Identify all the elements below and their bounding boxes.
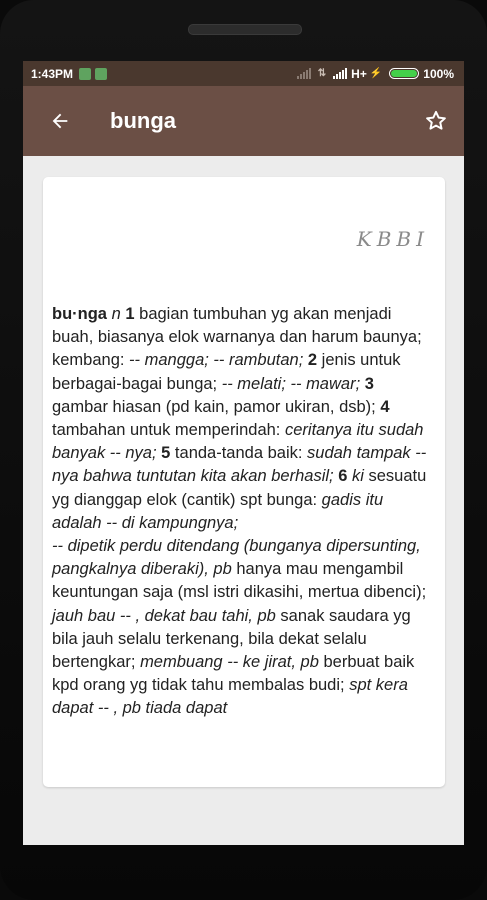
headword: bu·nga bbox=[52, 305, 107, 323]
sense-number: 6 bbox=[338, 467, 348, 486]
network-type-label: H+ bbox=[351, 66, 367, 81]
arrow-left-icon bbox=[49, 110, 71, 132]
definition-segment: tanda-tanda baik: bbox=[170, 444, 308, 463]
notification-icon bbox=[79, 68, 91, 80]
app-bar bbox=[23, 86, 464, 156]
earpiece-speaker bbox=[188, 24, 302, 35]
back-button[interactable] bbox=[40, 101, 80, 141]
sense-number: 2 bbox=[307, 351, 318, 370]
definition-segment: hanya mau mengambil keuntungan saja (msl istri dikasihi, mertua dibenci); bbox=[52, 560, 427, 602]
status-bar bbox=[23, 61, 464, 86]
screen bbox=[23, 61, 464, 845]
definition-segment: tambahan untuk memperindah: bbox=[52, 421, 285, 440]
definition-segment: sanak saudara yg bila jauh selalu terkenang, bila dekat selalu bertengkar; bbox=[52, 606, 411, 672]
battery-percent: 100% bbox=[423, 66, 454, 81]
example-phrase: membuang -- ke jirat, pb bbox=[140, 653, 319, 672]
battery-icon bbox=[389, 68, 419, 79]
sense-number: 5 bbox=[161, 444, 171, 463]
page-title: bunga bbox=[110, 108, 176, 133]
definition-card bbox=[43, 177, 445, 787]
definition-segment: jenis untuk berbagai-bagai bunga; bbox=[52, 351, 401, 393]
charging-icon: ⚡ bbox=[369, 68, 383, 79]
definition-segment: berbuat baik kpd orang yg tidak tahu membalas budi; bbox=[52, 653, 415, 695]
favorite-button[interactable] bbox=[416, 101, 456, 141]
sense-number: 1 bbox=[125, 305, 135, 323]
signal-icon bbox=[333, 68, 347, 79]
definition-text bbox=[52, 303, 432, 721]
example-phrase: sudah tampak -- nya bahwa tuntutan kita akan berhasil; bbox=[52, 444, 427, 486]
sense-number: 4 bbox=[380, 397, 390, 416]
example-phrase: gadis itu adalah -- di kampungnya; bbox=[52, 490, 384, 532]
example-phrase: ceritanya itu sudah banyak -- nya; bbox=[52, 421, 424, 463]
definition-segment: bagian tumbuhan yg akan menjadi buah, biasanya elok warnanya dan harum baunya; kembang: bbox=[52, 305, 422, 370]
example-phrase: -- mangga; -- rambutan; bbox=[129, 351, 304, 370]
definition-segment: sesuatu yg dianggap elok (cantik) spt bunga: bbox=[52, 467, 427, 509]
example-phrase: ki bbox=[351, 467, 364, 486]
part-of-speech: n bbox=[111, 305, 121, 323]
star-outline-icon bbox=[423, 108, 449, 134]
example-phrase: -- dipetik perdu ditendang (bunganya dipersunting, pangkalnya diberaki), pb bbox=[52, 537, 421, 579]
sense-number: 3 bbox=[364, 374, 374, 393]
status-time: 1:43PM bbox=[31, 66, 74, 81]
definition-body bbox=[52, 305, 426, 717]
example-phrase: jauh bau -- , dekat bau tahi, pb bbox=[52, 606, 276, 625]
notification-icon bbox=[95, 68, 107, 80]
signal-icon bbox=[297, 68, 311, 79]
example-phrase: -- melati; -- mawar; bbox=[221, 374, 361, 393]
data-transfer-icon: ⇅ bbox=[317, 68, 327, 79]
definition-segment: gambar hiasan (pd kain, pamor ukiran, dsb); bbox=[52, 397, 381, 416]
example-phrase: spt kera dapat -- , pb tiada dapat bbox=[52, 676, 408, 718]
kbbi-logo: KBBI bbox=[356, 227, 429, 251]
